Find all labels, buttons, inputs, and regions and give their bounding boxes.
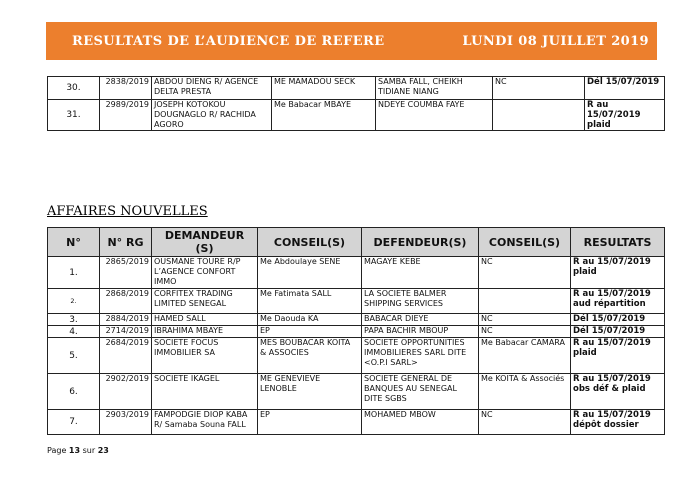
case-plaintiff: IBRAHIMA MBAYE: [152, 326, 258, 338]
case-rg: 2903/2019: [100, 410, 152, 435]
case-defendant-counsel: Me KOITA & Associés: [479, 374, 571, 410]
case-number: 6.: [48, 374, 100, 410]
case-plaintiff: OUSMANE TOURE R/P L’AGENCE CONFORT IMMO: [152, 257, 258, 289]
case-number: 2.: [48, 289, 100, 314]
case-result: R au 15/07/2019 plaid: [585, 100, 665, 131]
case-plaintiff-counsel: ME GENEVIEVE LENOBLE: [258, 374, 362, 410]
case-plaintiff-counsel: ME MAMADOU SECK: [272, 77, 376, 100]
section-title: AFFAIRES NOUVELLES: [47, 204, 208, 219]
page-label: Page: [47, 446, 67, 455]
page-total: 23: [97, 446, 109, 455]
case-plaintiff-counsel: EP: [258, 326, 362, 338]
case-rg: 2884/2019: [100, 314, 152, 326]
case-rg: 2714/2019: [100, 326, 152, 338]
case-defendant: BABACAR DIEYE: [362, 314, 479, 326]
table-row: [48, 257, 665, 289]
case-defendant: SOCIETE OPPORTUNITIES IMMOBILIERES SARL DITE <O.P.I SARL>: [362, 338, 479, 374]
case-result: R au 15/07/2019 plaid: [571, 257, 665, 289]
case-plaintiff: SOCIETE FOCUS IMMOBILIER SA: [152, 338, 258, 374]
case-plaintiff: JOSEPH KOTOKOU DOUGNAGLO R/ RACHIDA AGORO: [152, 100, 272, 131]
case-defendant-counsel: NC: [479, 314, 571, 326]
case-plaintiff-counsel: EP: [258, 410, 362, 435]
case-plaintiff-counsel: Me Fatimata SALL: [258, 289, 362, 314]
table-row: [48, 77, 665, 100]
case-defendant-counsel: [479, 289, 571, 314]
case-number: 7.: [48, 410, 100, 435]
case-defendant-counsel: NC: [479, 410, 571, 435]
previous-cases-table: [47, 76, 665, 131]
case-defendant: SAMBA FALL, CHEIKH TIDIANE NIANG: [376, 77, 493, 100]
case-plaintiff: ABDOU DIENG R/ AGENCE DELTA PRESTA: [152, 77, 272, 100]
table-row: [48, 100, 665, 131]
case-result: R au 15/07/2019 aud répartition: [571, 289, 665, 314]
case-number: 4.: [48, 326, 100, 338]
case-rg: 2838/2019: [100, 77, 152, 100]
case-number: 1.: [48, 257, 100, 289]
case-plaintiff: FAMPODGIE DIOP KABA R/ Samaba Souna FALL: [152, 410, 258, 435]
page-footer: [47, 446, 109, 455]
case-rg: 2868/2019: [100, 289, 152, 314]
case-result: Dél 15/07/2019: [585, 77, 665, 100]
case-result: R au 15/07/2019 dépôt dossier: [571, 410, 665, 435]
case-plaintiff-counsel: Me Abdoulaye SENE: [258, 257, 362, 289]
table-header-row: [48, 228, 665, 257]
table-row: [48, 314, 665, 326]
header-title: RESULTATS DE L’AUDIENCE DE REFERE: [72, 34, 385, 49]
case-defendant: PAPA BACHIR MBOUP: [362, 326, 479, 338]
case-plaintiff-counsel: MES BOUBACAR KOITA & ASSOCIES: [258, 338, 362, 374]
case-defendant-counsel: [493, 100, 585, 131]
case-defendant-counsel: NC: [479, 326, 571, 338]
case-defendant: NDEYE COUMBA FAYE: [376, 100, 493, 131]
header-defendant: DEFENDEUR(S): [362, 228, 479, 257]
table-row: [48, 326, 665, 338]
case-result: R au 15/07/2019 obs déf & plaid: [571, 374, 665, 410]
table-row: [48, 374, 665, 410]
case-defendant: LA SOCIETE BALMER SHIPPING SERVICES: [362, 289, 479, 314]
header-banner: [46, 22, 657, 60]
case-plaintiff: SOCIETE IKAGEL: [152, 374, 258, 410]
header-plaintiff-counsel: CONSEIL(S): [258, 228, 362, 257]
header-rg: N° RG: [100, 228, 152, 257]
case-rg: 2684/2019: [100, 338, 152, 374]
case-number: 5.: [48, 338, 100, 374]
case-plaintiff-counsel: Me Babacar MBAYE: [272, 100, 376, 131]
case-defendant: MOHAMED MBOW: [362, 410, 479, 435]
header-no: N°: [48, 228, 100, 257]
table-row: [48, 410, 665, 435]
case-plaintiff: HAMED SALL: [152, 314, 258, 326]
case-defendant: MAGAYE KEBE: [362, 257, 479, 289]
case-result: Dél 15/07/2019: [571, 314, 665, 326]
case-number: 31.: [48, 100, 100, 131]
case-plaintiff-counsel: Me Daouda KA: [258, 314, 362, 326]
case-defendant-counsel: NC: [479, 257, 571, 289]
header-defendant-counsel: CONSEIL(S): [479, 228, 571, 257]
case-number: 30.: [48, 77, 100, 100]
page-current: 13: [68, 446, 81, 455]
table-row: [48, 338, 665, 374]
case-result: Dél 15/07/2019: [571, 326, 665, 338]
header-results: RESULTATS: [571, 228, 665, 257]
case-plaintiff: CORFITEX TRADING LIMITED SENEGAL: [152, 289, 258, 314]
case-rg: 2902/2019: [100, 374, 152, 410]
new-cases-table: [47, 227, 665, 435]
case-defendant: SOCIETE GENERAL DE BANQUES AU SENEGAL DITE SGBS: [362, 374, 479, 410]
case-rg: 2989/2019: [100, 100, 152, 131]
case-number: 3.: [48, 314, 100, 326]
case-defendant-counsel: NC: [493, 77, 585, 100]
table-row: [48, 289, 665, 314]
header-plaintiff: DEMANDEUR (S): [152, 228, 258, 257]
page-separator: sur: [82, 446, 96, 455]
case-rg: 2865/2019: [100, 257, 152, 289]
case-result: R au 15/07/2019 plaid: [571, 338, 665, 374]
header-date: LUNDI 08 JUILLET 2019: [462, 34, 649, 49]
case-defendant-counsel: Me Babacar CAMARA: [479, 338, 571, 374]
